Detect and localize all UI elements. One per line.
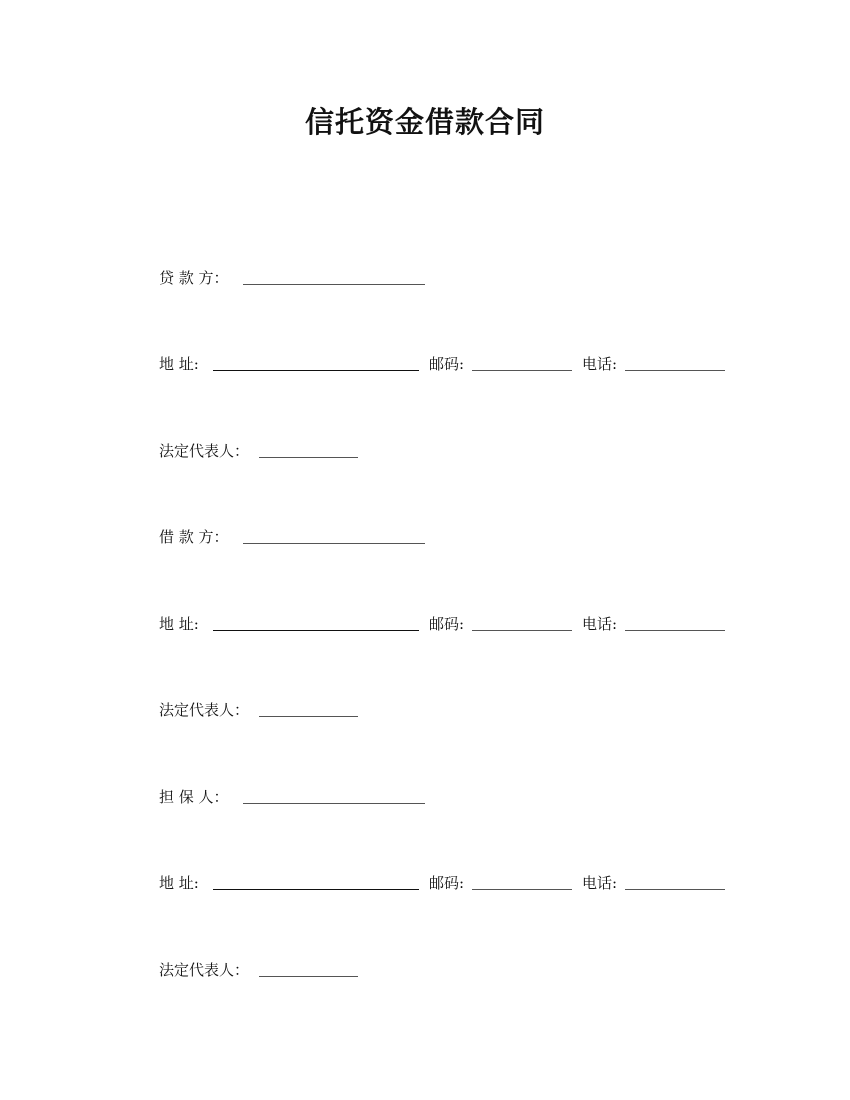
lender-legal-rep-label: 法定代表人： [159, 442, 250, 460]
borrower-legal-rep-blank[interactable] [259, 716, 358, 717]
borrower-postcode-label: 邮码: [429, 615, 465, 633]
guarantor-phone-label: 电话: [582, 874, 618, 892]
borrower-postcode-blank[interactable] [472, 630, 572, 631]
borrower-phone-blank[interactable] [625, 630, 725, 631]
lender-legal-rep-blank[interactable] [259, 457, 358, 458]
guarantor-party-blank[interactable] [243, 803, 425, 804]
lender-phone-label: 电话: [582, 355, 618, 373]
borrower-legal-rep-label: 法定代表人： [159, 701, 250, 719]
lender-postcode-label: 邮码: [429, 355, 465, 373]
guarantor-address-label: 地 址: [159, 874, 199, 892]
borrower-party-blank[interactable] [243, 543, 425, 544]
guarantor-postcode-blank[interactable] [472, 889, 572, 890]
borrower-phone-label: 电话: [582, 615, 618, 633]
guarantor-party-label: 担 保 人： [159, 788, 229, 806]
lender-postcode-blank[interactable] [472, 370, 572, 371]
guarantor-address-blank[interactable] [213, 889, 419, 890]
lender-phone-blank[interactable] [625, 370, 725, 371]
borrower-party-label: 借 款 方： [159, 528, 229, 546]
lender-address-blank[interactable] [213, 370, 419, 371]
guarantor-postcode-label: 邮码: [429, 874, 465, 892]
guarantor-legal-rep-blank[interactable] [259, 976, 358, 977]
lender-party-label: 贷 款 方： [159, 269, 229, 287]
borrower-address-blank[interactable] [213, 630, 419, 631]
guarantor-legal-rep-label: 法定代表人： [159, 961, 250, 979]
lender-address-label: 地 址: [159, 355, 199, 373]
document-title: 信托资金借款合同 [304, 105, 545, 139]
guarantor-phone-blank[interactable] [625, 889, 725, 890]
lender-party-blank[interactable] [243, 284, 425, 285]
borrower-address-label: 地 址: [159, 615, 199, 633]
